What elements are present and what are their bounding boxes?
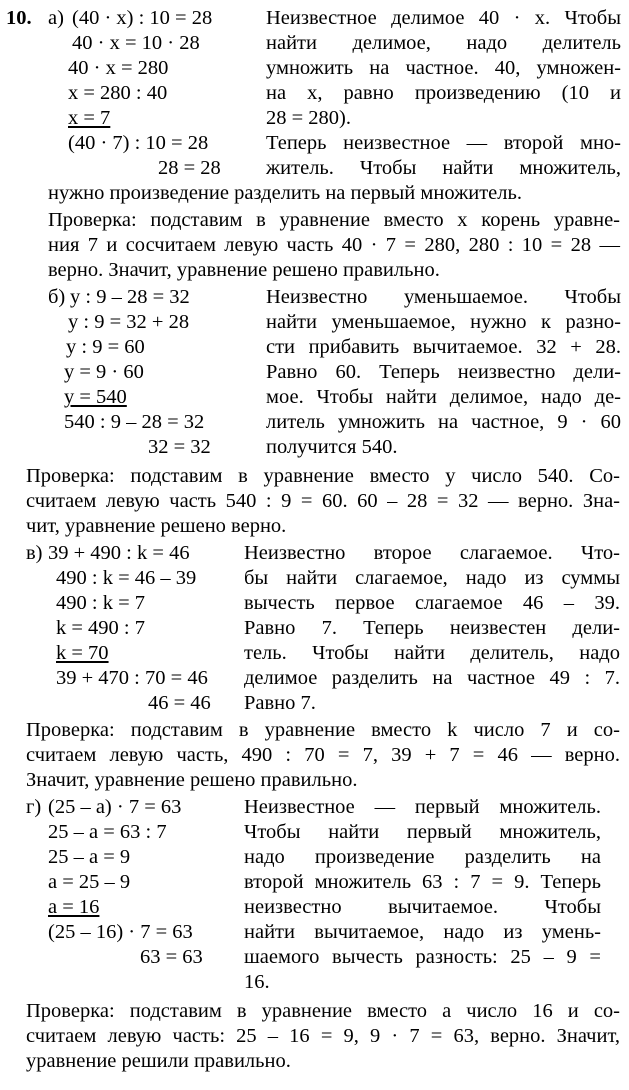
part-c-text-line: вычесть первое слагаемое 46 – 39. xyxy=(244,592,620,614)
part-a-text-continuation: нужно произведение разделить на первый множитель. xyxy=(48,182,522,204)
problem-number: 10. xyxy=(6,7,32,29)
part-b-math-line: y : 9 – 28 = 32 xyxy=(70,286,190,308)
part-c-text-line: бы найти слагаемое, надо из суммы xyxy=(244,567,620,589)
part-c-check-line: считаем левую часть, 490 : 70 = 7, 39 + 7 = 46 — верно. xyxy=(26,744,620,766)
part-b-check-line: чит, уравнение решено верно. xyxy=(26,515,287,537)
part-a-text-line: Неизвестное делимое 40 · x. Чтобы xyxy=(266,7,621,29)
part-d-text-line: найти вычитаемое, надо из умень- xyxy=(244,921,601,943)
part-d-answer: a = 16 xyxy=(48,896,100,918)
part-b-text-line: литель умножить на частное, 9 · 60 xyxy=(266,411,621,433)
part-d-text-line: второй множитель 63 : 7 = 9. Теперь xyxy=(244,871,601,893)
part-d-math-line: 63 = 63 xyxy=(140,946,203,968)
part-b-check-line: Проверка: подставим в уравнение вместо y число 540. Со- xyxy=(26,465,620,487)
part-d-math-line: 25 – a = 63 : 7 xyxy=(48,821,167,843)
part-d-check-line: уравнение решили правильно. xyxy=(26,1050,291,1072)
part-b-text-line: Равно 60. Теперь неизвестно дели- xyxy=(266,361,621,383)
part-b-text-line: Неизвестно уменьшаемое. Чтобы xyxy=(266,286,621,308)
part-d-text-line: Неизвестное — первый множитель. xyxy=(244,796,601,818)
part-d-check-line: Проверка: подставим в уравнение вместо a число 16 и со- xyxy=(26,1000,620,1022)
part-b-text-line: найти уменьшаемое, нужно к разно- xyxy=(266,311,621,333)
part-b-check-line: считаем левую часть 540 : 9 = 60. 60 – 28 = 32 — верно. Зна- xyxy=(26,490,620,512)
part-a-check-line: Проверка: подставим в уравнение вместо x корень уравне- xyxy=(48,209,620,231)
part-c-text-line: Равно 7. xyxy=(244,692,316,714)
part-c-text-line: Неизвестно второе слагаемое. Что- xyxy=(244,542,620,564)
part-a-math-line: x = 280 : 40 xyxy=(68,82,168,104)
part-c-text-line: Равно 7. Теперь неизвестен дели- xyxy=(244,617,620,639)
part-c-math-line: 39 + 470 : 70 = 46 xyxy=(56,667,208,689)
part-c-check-line: Значит, уравнение решено правильно. xyxy=(26,769,358,791)
part-d-text-line: надо произведение разделить на xyxy=(244,846,601,868)
part-d-check-line: считаем левую часть: 25 – 16 = 9, 9 · 7 = 63, верно. Значит, xyxy=(26,1025,620,1047)
part-a-math-line: (40 · 7) : 10 = 28 xyxy=(68,132,209,154)
part-b-math-line: 32 = 32 xyxy=(148,436,211,458)
part-c-math-line: 46 = 46 xyxy=(148,692,211,714)
part-b-text-line: получится 540. xyxy=(266,436,398,458)
part-b-math-line: y = 9 · 60 xyxy=(64,361,144,383)
part-c-check-line: Проверка: подставим в уравнение вместо k число 7 и со- xyxy=(26,719,620,741)
part-a-text-line: житель. Чтобы найти множитель, xyxy=(266,157,621,179)
part-c-text-line: делимое разделить на частное 49 : 7. xyxy=(244,667,620,689)
part-d-text-line: Чтобы найти первый множитель, xyxy=(244,821,601,843)
part-c-answer: k = 70 xyxy=(56,642,109,664)
part-a-math-line: (40 · x) : 10 = 28 xyxy=(72,7,213,29)
part-b-answer: y = 540 xyxy=(64,386,127,408)
part-a-math-line: 40 · x = 10 · 28 xyxy=(72,32,200,54)
part-d-text-line: неизвестно вычитаемое. Чтобы xyxy=(244,896,601,918)
part-b-label: б) xyxy=(48,286,66,308)
part-a-math-line: 40 · x = 280 xyxy=(68,57,169,79)
part-b-math-line: 540 : 9 – 28 = 32 xyxy=(64,411,205,433)
part-a-text-line: найти делимое, надо делитель xyxy=(266,32,621,54)
part-b-math-line: y : 9 = 60 xyxy=(66,336,145,358)
part-d-math-line: (25 – 16) · 7 = 63 xyxy=(48,921,193,943)
part-a-text-line: 28 = 280). xyxy=(266,107,352,129)
part-c-math-line: k = 490 : 7 xyxy=(56,617,146,639)
part-d-math-line: 25 – a = 9 xyxy=(48,846,131,868)
part-d-math-line: a = 25 – 9 xyxy=(48,871,131,893)
part-b-text-line: мое. Чтобы найти делимое, надо де- xyxy=(266,386,621,408)
part-d-text-line: шаемого вычесть разность: 25 – 9 = xyxy=(244,946,601,968)
part-a-answer: x = 7 xyxy=(68,107,111,129)
part-d-label: г) xyxy=(26,796,42,818)
part-c-math-line: 490 : k = 7 xyxy=(56,592,146,614)
part-a-text-line: на x, равно произведению (10 и xyxy=(266,82,621,104)
part-b-text-line: сти прибавить вычитаемое. 32 + 28. xyxy=(266,336,621,358)
part-d-math-line: (25 – a) · 7 = 63 xyxy=(48,796,182,818)
part-a-check-line: верно. Значит, уравнение решено правильно. xyxy=(48,259,440,281)
part-a-text-line: Теперь неизвестное — второй мно- xyxy=(266,132,621,154)
part-a-check-line: ния 7 и сосчитаем левую часть 40 · 7 = 280, 280 : 10 = 28 — xyxy=(48,234,620,256)
part-c-math-line: 39 + 490 : k = 46 xyxy=(48,542,190,564)
part-a-math-line: 28 = 28 xyxy=(158,157,221,179)
part-c-text-line: тель. Чтобы найти делитель, надо xyxy=(244,642,620,664)
part-a-label: а) xyxy=(48,7,64,29)
part-d-text-line: 16. xyxy=(244,971,270,993)
part-c-label: в) xyxy=(26,542,43,564)
part-c-math-line: 490 : k = 46 – 39 xyxy=(56,567,197,589)
part-b-math-line: y : 9 = 32 + 28 xyxy=(68,311,190,333)
part-a-text-line: умножить на частное. 40, умножен- xyxy=(266,57,621,79)
